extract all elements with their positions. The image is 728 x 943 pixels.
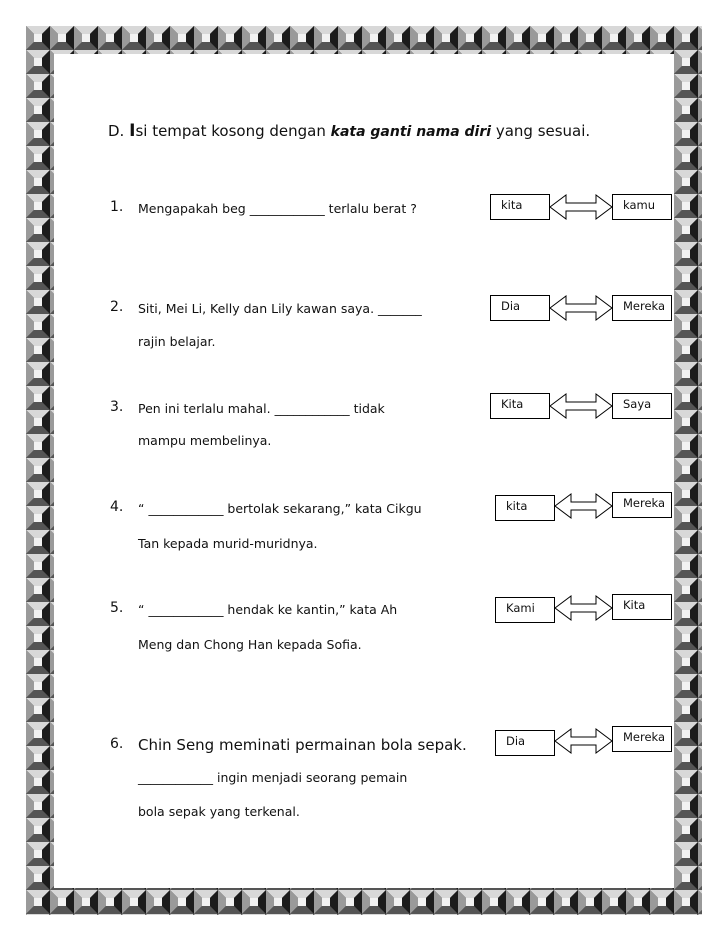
choice-box-right: kamu (612, 194, 672, 220)
choice-box-right: Saya (612, 393, 672, 419)
choice-box-left: Kita (490, 393, 550, 419)
choice-box-right: Kita (612, 594, 672, 620)
question-text-continued: mampu membelinya. (138, 433, 272, 448)
question-text-continued: bola sepak yang terkenal. (138, 804, 300, 819)
question-number: 6. (110, 736, 124, 752)
instruction-heading (108, 121, 590, 141)
heading-text: si tempat kosong dengan (135, 122, 331, 140)
heading-initial: I (129, 121, 136, 141)
question-text-continued: Tan kepada murid-muridnya. (138, 536, 318, 551)
choice-box-left: Kami (495, 597, 555, 623)
choice-box-right: Mereka (612, 295, 672, 321)
question-number: 1. (110, 199, 124, 215)
question-text: Pen ini terlalu mahal. ____________ tidak (138, 401, 385, 416)
section-letter: D. (108, 122, 125, 140)
question-number: 4. (110, 499, 124, 515)
heading-emphasis: kata ganti nama diri (330, 124, 492, 140)
choice-box-left: Dia (490, 295, 550, 321)
question-text-continued: rajin belajar. (138, 334, 216, 349)
heading-end: yang sesuai. (491, 122, 591, 140)
question-number: 5. (110, 600, 124, 616)
question-text: Chin Seng meminati permainan bola sepak. (138, 736, 467, 754)
choice-box-right: Mereka (612, 492, 672, 518)
question-number: 2. (110, 299, 124, 315)
question-text: “ ____________ bertolak sekarang,” kata Cikgu (138, 501, 422, 516)
question-text-continued: Meng dan Chong Han kepada Sofia. (138, 637, 362, 652)
choice-box-left: Dia (495, 730, 555, 756)
choice-box-right: Mereka (612, 726, 672, 752)
choice-box-left: kita (495, 495, 555, 521)
question-number: 3. (110, 399, 124, 415)
worksheet-paper (54, 54, 674, 888)
choice-box-left: kita (490, 194, 550, 220)
question-text-continued: ____________ ingin menjadi seorang pemain (138, 770, 408, 785)
question-text: “ ____________ hendak ke kantin,” kata Ah (138, 602, 398, 617)
question-text: Siti, Mei Li, Kelly dan Lily kawan saya. _______ (138, 301, 422, 316)
question-text: Mengapakah beg ____________ terlalu berat ? (138, 201, 417, 216)
